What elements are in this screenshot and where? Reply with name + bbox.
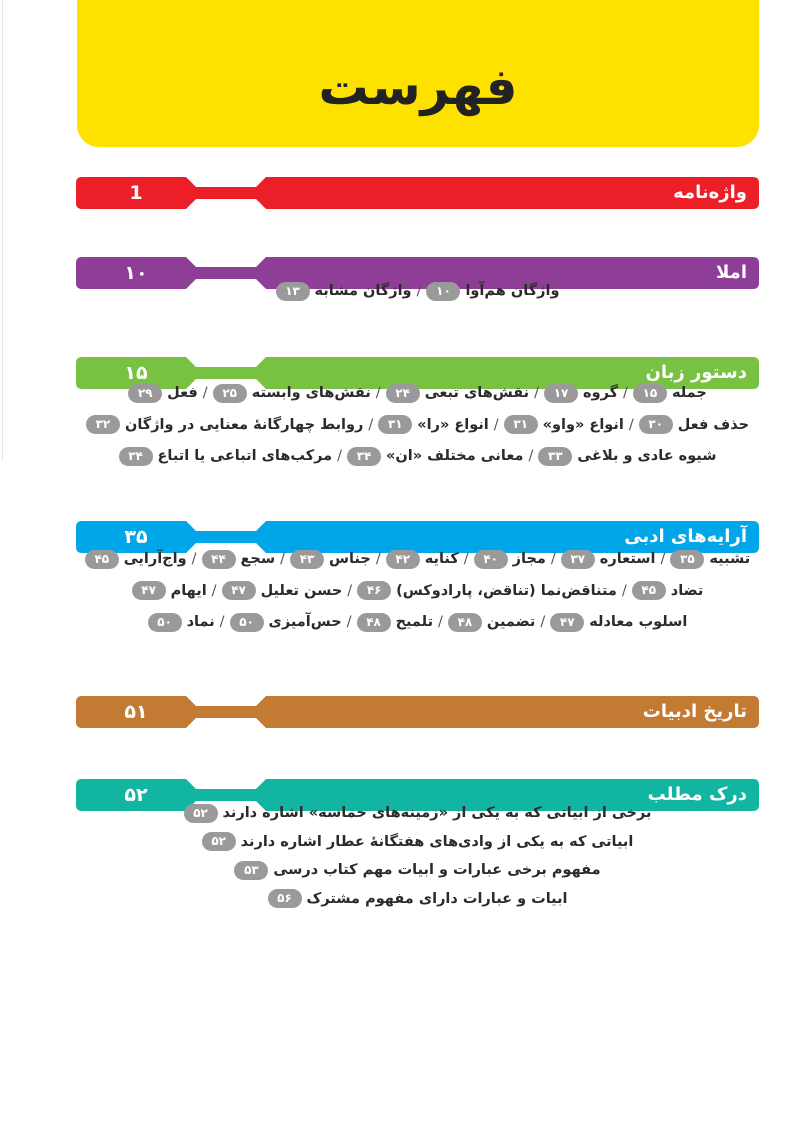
entry-label: انواع «را» — [417, 416, 489, 433]
toc-entry[interactable] — [378, 417, 488, 433]
toc-entry[interactable] — [148, 614, 215, 630]
entry-line — [76, 441, 759, 473]
toc-entry[interactable] — [670, 551, 750, 567]
toc-entry[interactable] — [561, 551, 656, 567]
entry-page-badge: ۵۲ — [184, 804, 218, 823]
entry-separator: / — [337, 448, 343, 464]
toc-entry[interactable] — [184, 805, 652, 821]
entry-page-badge: ۴۳ — [290, 550, 324, 569]
entry-line — [76, 275, 759, 307]
toc-entry[interactable] — [386, 551, 459, 567]
toc-entry[interactable] — [85, 551, 187, 567]
entry-separator: / — [550, 551, 556, 567]
entry-separator: / — [660, 551, 666, 567]
section-title: تاریخ ادبیات — [642, 701, 747, 722]
entry-page-badge: ۴۲ — [386, 550, 420, 569]
toc-entry[interactable] — [633, 385, 707, 401]
entry-page-badge: ۴۷ — [550, 613, 584, 632]
entry-page-badge: ۳۵ — [670, 550, 704, 569]
toc-entry[interactable] — [504, 417, 624, 433]
entry-label: مرکب‌های اتباعی یا اتباع — [157, 448, 333, 464]
entry-line — [76, 828, 759, 857]
entry-page-badge: ۱۷ — [544, 384, 578, 403]
entry-label: حذف فعل — [677, 416, 750, 433]
section-page-number: ۱۵ — [124, 362, 148, 384]
entry-label: مجاز — [512, 551, 546, 567]
entry-separator: / — [211, 582, 217, 599]
entry-label: تلمیح — [395, 614, 434, 630]
toc-entry[interactable] — [632, 583, 704, 599]
entry-separator: / — [346, 614, 352, 630]
entry-label: جمله — [671, 385, 707, 401]
section-title: واژه‌نامه — [673, 182, 747, 203]
entry-separator: / — [528, 448, 534, 464]
entry-line — [76, 378, 759, 410]
entry-line — [76, 799, 759, 828]
entry-page-badge: ۳۲ — [86, 415, 120, 434]
entry-label: نماد — [186, 614, 215, 630]
entry-page-badge: ۱۰ — [426, 282, 460, 301]
entry-line — [76, 607, 759, 639]
toc-entry[interactable] — [347, 448, 523, 464]
entry-separator: / — [623, 385, 628, 401]
entry-page-badge: ۲۵ — [213, 384, 247, 403]
toc-entry[interactable] — [639, 417, 749, 433]
section-title: دستور زبان — [645, 362, 747, 383]
entry-page-badge: ۴۴ — [202, 550, 236, 569]
entry-page-badge: ۴۶ — [357, 581, 391, 600]
toc-entry[interactable] — [538, 448, 716, 464]
entry-separator: / — [416, 283, 422, 299]
entry-page-badge: ۲۴ — [386, 384, 420, 403]
entry-page-badge: ۳۷ — [561, 550, 595, 569]
entry-separator: / — [375, 551, 381, 567]
toc-entry[interactable] — [119, 448, 333, 464]
entry-page-badge: ۱۳ — [276, 282, 310, 301]
entry-page-badge: ۱۵ — [633, 384, 667, 403]
entry-line — [76, 544, 759, 576]
toc-entry[interactable] — [357, 583, 617, 599]
entry-line — [76, 576, 759, 608]
entry-line — [76, 856, 759, 885]
entry-label: واژگان مشابه — [314, 283, 412, 299]
entry-page-badge: ۳۱ — [504, 415, 538, 434]
entry-label: تشبیه — [709, 551, 751, 567]
section-page-number: ۵۲ — [124, 784, 148, 806]
entry-label: واج‌آرایی — [123, 551, 187, 567]
entry-separator: / — [280, 551, 286, 567]
entry-separator: / — [463, 551, 469, 567]
entry-page-badge: ۳۰ — [639, 415, 673, 434]
entry-separator: / — [375, 385, 381, 401]
section-entries — [76, 799, 759, 913]
toc-entry[interactable] — [276, 283, 412, 299]
entry-page-badge: ۴۸ — [357, 613, 391, 632]
section-page-number: 1 — [129, 182, 143, 204]
entry-separator: / — [191, 551, 197, 567]
entry-page-badge: ۳۴ — [119, 447, 153, 466]
section-bar-shape — [76, 177, 759, 209]
toc-entry[interactable] — [474, 551, 546, 567]
entry-line — [76, 410, 759, 442]
toc-entry[interactable] — [357, 614, 433, 630]
entry-page-badge: ۴۵ — [632, 581, 666, 600]
entry-separator: / — [540, 614, 546, 630]
entry-label: حس‌آمیزی — [268, 614, 342, 630]
entry-page-badge: ۴۸ — [448, 613, 482, 632]
toc-entry[interactable] — [213, 385, 371, 401]
entry-page-badge: ۲۹ — [128, 384, 162, 403]
entry-label: گروه — [583, 385, 619, 401]
entry-page-badge: ۵۰ — [148, 613, 182, 632]
toc-entry[interactable] — [128, 385, 198, 401]
section-title: املا — [716, 262, 747, 283]
toc-entry[interactable] — [386, 385, 529, 401]
entry-separator: / — [368, 416, 374, 433]
entry-label: برخی از ابیاتی که به یکی از «زمینه‌های حماسه» اشاره دارند — [222, 805, 652, 821]
entry-separator: / — [534, 385, 540, 401]
toc-entry[interactable] — [448, 614, 535, 630]
entry-line — [76, 885, 759, 914]
entry-separator: / — [621, 582, 627, 599]
entry-label: ایهام — [170, 582, 207, 599]
section-header-bar[interactable] — [76, 177, 759, 209]
toc-entry[interactable] — [544, 385, 618, 401]
entry-label: اسلوب معادله — [589, 614, 688, 630]
entry-label: فعل — [167, 385, 198, 401]
entry-label: ابیاتی که به یکی از وادی‌های هفتگانهٔ عطار اشاره دارند — [240, 833, 634, 850]
toc-entry[interactable] — [132, 583, 207, 599]
entry-page-badge: ۳۴ — [347, 447, 381, 466]
section-page-number: ۱۰ — [124, 262, 148, 284]
toc-entry[interactable] — [202, 551, 276, 567]
entry-label: مفهوم برخی عبارات و ابیات مهم کتاب درسی — [273, 862, 601, 878]
entry-label: معانی مختلف «ان» — [386, 448, 524, 464]
entry-label: تضاد — [670, 582, 704, 599]
entry-page-badge: ۵۶ — [268, 889, 302, 908]
toc-entry[interactable] — [86, 417, 363, 433]
entry-label: شیوه عادی و بلاغی — [577, 448, 717, 464]
section-title: آرایه‌های ادبی — [624, 526, 747, 547]
entry-page-badge: ۳۳ — [538, 447, 572, 466]
entry-separator: / — [202, 385, 208, 401]
section-page-number: ۳۵ — [124, 526, 148, 548]
entry-label: ابیات و عبارات دارای مفهوم مشترک — [306, 890, 568, 907]
entry-label: حسن تعلیل — [260, 582, 343, 599]
entry-label: استعاره — [599, 551, 656, 567]
entry-separator: / — [219, 614, 225, 630]
toc-entry[interactable] — [290, 551, 371, 567]
entry-page-badge: ۴۷ — [132, 581, 166, 600]
entry-label: واژگان هم‌آوا — [465, 283, 560, 299]
entry-label: نقش‌های وابسته — [251, 385, 371, 401]
entry-page-badge: ۴۷ — [222, 581, 256, 600]
entry-label: انواع «واو» — [542, 416, 624, 433]
toc-entry[interactable] — [230, 614, 342, 630]
title-banner — [77, 0, 759, 147]
entry-separator: / — [628, 416, 634, 433]
entry-label: تضمین — [486, 614, 536, 630]
toc-entry[interactable] — [426, 283, 559, 299]
entry-separator: / — [438, 614, 443, 630]
entry-label: سجع — [240, 551, 276, 567]
entry-separator: / — [493, 416, 499, 433]
entry-separator: / — [347, 582, 353, 599]
entry-label: نقش‌های تبعی — [424, 385, 530, 401]
entry-page-badge: ۵۳ — [234, 861, 268, 880]
entry-page-badge: ۴۰ — [474, 550, 508, 569]
section-page-number: ۵۱ — [124, 701, 148, 723]
toc-entry[interactable] — [222, 583, 343, 599]
section-entries — [76, 275, 759, 307]
toc-entry[interactable] — [202, 834, 634, 850]
entry-label: روابط چهارگانهٔ معنایی در واژگان — [124, 416, 364, 433]
page-edge-line — [2, 0, 3, 460]
entry-page-badge: ۳۱ — [378, 415, 412, 434]
section-title: درک مطلب — [647, 784, 747, 805]
toc-entry[interactable] — [268, 891, 568, 907]
entry-page-badge: ۵۲ — [202, 832, 236, 851]
toc-entry[interactable] — [234, 862, 600, 878]
section-entries — [76, 544, 759, 639]
entry-label: متناقض‌نما (تناقض، پارادوکس) — [396, 582, 617, 599]
section-entries — [76, 378, 759, 473]
entry-label: جناس — [329, 551, 371, 567]
entry-label: کنایه — [424, 551, 459, 567]
section-header-bar[interactable] — [76, 696, 759, 728]
entry-page-badge: ۵۰ — [230, 613, 264, 632]
section-bar-fill — [76, 177, 759, 209]
toc-entry[interactable] — [550, 614, 687, 630]
page-title: فهرست — [318, 58, 518, 116]
entry-page-badge: ۴۵ — [85, 550, 119, 569]
